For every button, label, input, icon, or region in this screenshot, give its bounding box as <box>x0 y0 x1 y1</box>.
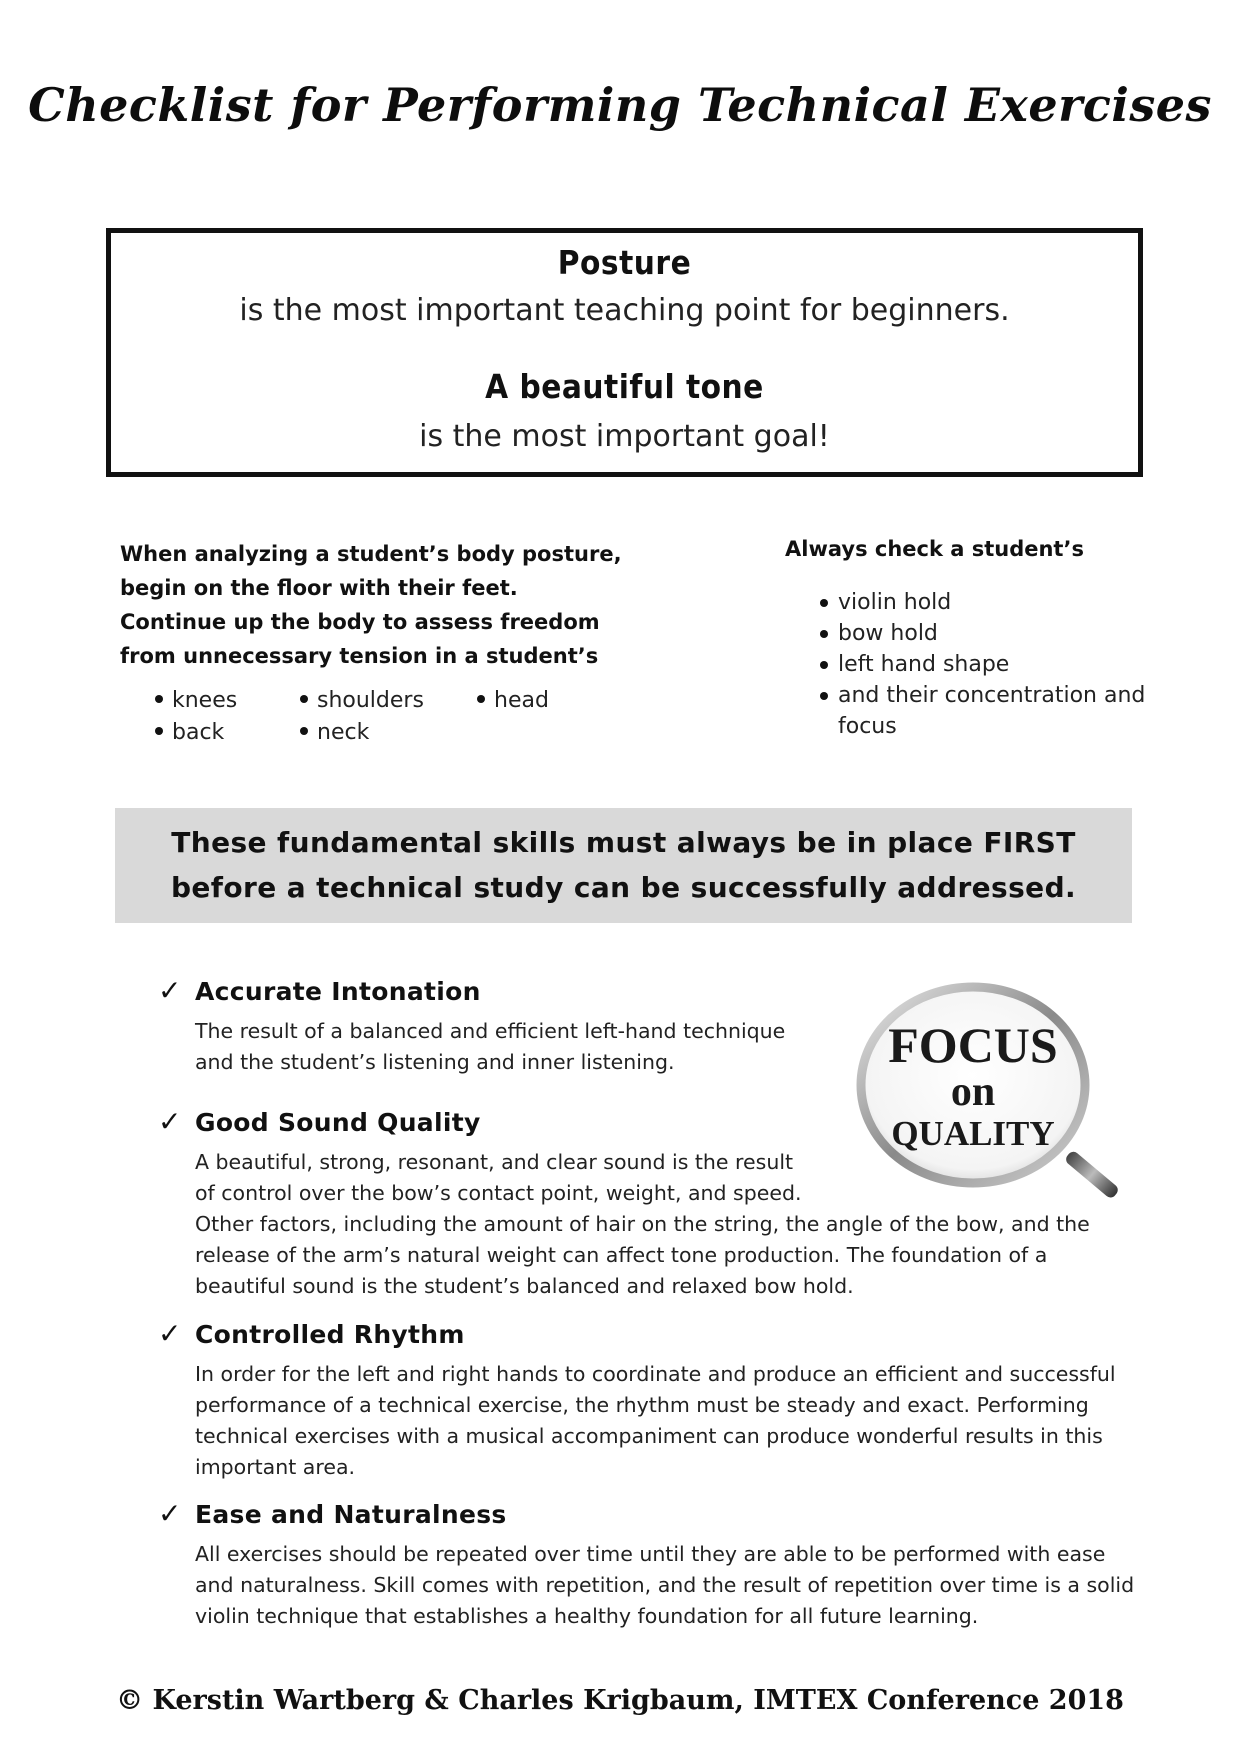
list-item: back <box>155 720 224 745</box>
always-check-heading: Always check a student’s <box>785 537 1084 561</box>
posture-line: begin on the floor with their feet. <box>120 576 518 600</box>
posture-line: from unnecessary tension in a student’s <box>120 644 599 668</box>
check-icon: ✓ <box>158 1497 182 1530</box>
list-item: knees <box>155 688 237 713</box>
list-item: left hand shape <box>820 649 1150 680</box>
section-body <box>195 1539 1134 1632</box>
section-line: violin technique that establishes a healthy foundation for all future learning. <box>195 1604 979 1628</box>
posture-line: When analyzing a student’s body posture, <box>120 542 622 566</box>
list-item: bow hold <box>820 618 1150 649</box>
key-points-box <box>106 228 1143 477</box>
list-item: shoulders <box>300 688 424 713</box>
section-line: The result of a balanced and efficient left-hand technique <box>195 1019 786 1043</box>
section-heading: Accurate Intonation <box>195 977 481 1006</box>
posture-text: is the most important teaching point for beginners. <box>239 293 1010 328</box>
bullet-icon <box>155 695 163 703</box>
section-line: performance of a technical exercise, the rhythm must be steady and exact. Performing <box>195 1393 1089 1417</box>
page-title: Checklist for Performing Technical Exercises <box>28 78 1212 132</box>
check-icon: ✓ <box>158 1105 182 1138</box>
bullet-icon <box>477 695 485 703</box>
tone-heading: A beautiful tone <box>485 367 764 406</box>
section-line: release of the arm’s natural weight can affect tone production. The foundation of a <box>195 1243 1048 1267</box>
section-heading: Ease and Naturalness <box>195 1500 507 1529</box>
section-heading: Controlled Rhythm <box>195 1320 465 1349</box>
section-line: and the student’s listening and inner listening. <box>195 1050 675 1074</box>
list-item: and their concentration and focus <box>820 680 1150 742</box>
bullet-icon <box>820 692 828 700</box>
section-line: and naturalness. Skill comes with repetition, and the result of repetition over time is a solid <box>195 1573 1135 1597</box>
bullet-icon <box>820 661 828 669</box>
bullet-icon <box>155 727 163 735</box>
check-icon: ✓ <box>158 1317 182 1350</box>
section-line: A beautiful, strong, resonant, and clear sound is the result <box>195 1150 794 1174</box>
list-item: neck <box>300 720 369 745</box>
section-line: In order for the left and right hands to coordinate and produce an efficient and successful <box>195 1362 1116 1386</box>
section-line: All exercises should be repeated over time until they are able to be performed with ease <box>195 1542 1106 1566</box>
list-item: head <box>477 688 549 713</box>
bullet-icon <box>820 630 828 638</box>
check-icon: ✓ <box>158 974 182 1007</box>
section-body <box>195 1016 785 1078</box>
section-line: important area. <box>195 1455 356 1479</box>
fundamental-skills-banner <box>115 808 1132 923</box>
banner-line: These fundamental skills must always be in place FIRST <box>171 826 1076 859</box>
copyright-footer: © Kerstin Wartberg & Charles Krigbaum, IMTEX Conference 2018 <box>116 1685 1124 1716</box>
tone-text: is the most important goal! <box>419 419 830 454</box>
badge-line: QUALITY <box>891 1114 1055 1153</box>
section-line: technical exercises with a musical accompaniment can produce wonderful results in this <box>195 1424 1103 1448</box>
posture-heading: Posture <box>557 243 692 282</box>
section-line: Other factors, including the amount of hair on the string, the angle of the bow, and the <box>195 1212 1090 1236</box>
always-check-list <box>820 587 1150 742</box>
badge-line: FOCUS <box>888 1017 1058 1073</box>
bullet-icon <box>300 695 308 703</box>
list-item: violin hold <box>820 587 1150 618</box>
focus-on-quality-magnifier-icon <box>855 980 1130 1210</box>
posture-analysis-text <box>120 537 680 673</box>
posture-line: Continue up the body to assess freedom <box>120 610 600 634</box>
lens-handle <box>1064 1149 1120 1200</box>
banner-line: before a technical study can be successfully addressed. <box>170 871 1077 904</box>
section-body <box>195 1359 1116 1483</box>
section-heading: Good Sound Quality <box>195 1108 481 1137</box>
badge-line: on <box>950 1069 996 1115</box>
body-parts-list <box>155 688 575 758</box>
section-line: of control over the bow’s contact point, weight, and speed. <box>195 1181 802 1205</box>
section-line: beautiful sound is the student’s balanced and relaxed bow hold. <box>195 1274 854 1298</box>
bullet-icon <box>300 727 308 735</box>
bullet-icon <box>820 599 828 607</box>
